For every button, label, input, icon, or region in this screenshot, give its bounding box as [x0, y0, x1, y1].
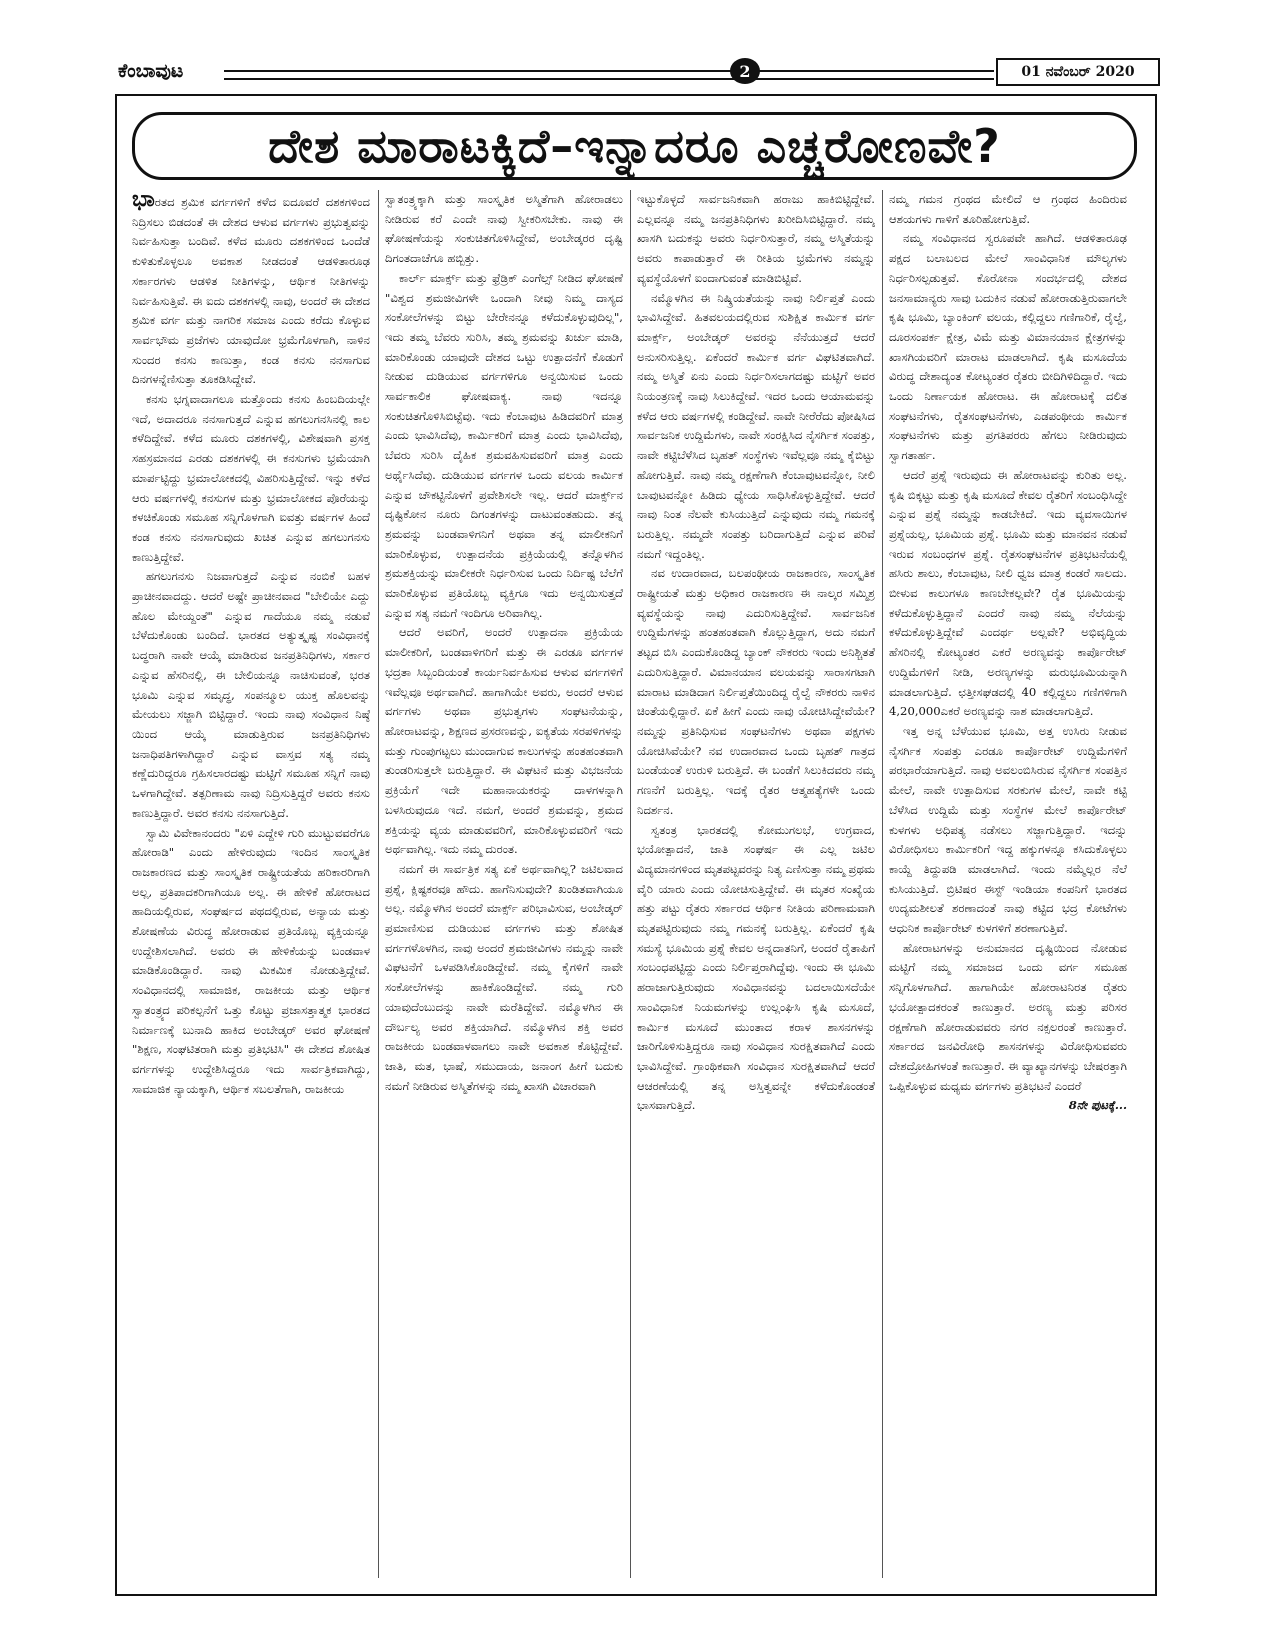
paragraph: ನವ ಉದಾರವಾದ, ಬಲಪಂಥೀಯ ರಾಜಕಾರಣ, ಸಾಂಸ್ಕೃತಿಕ ರಾಷ್ಟ್ರೀಯತೆ ಮತ್ತು ಅಧಿಕಾರ ರಾಜಕಾರಣ ಈ ನಾಲ್ಕರ ಸಮ್ಮಿಶ್ರ ವ್ಯವಸ್ಥೆಯನ್ನು ನಾವು ಎದುರಿಸುತ್ತಿದ್ದೇವೆ. ಸಾರ್ವಜನಿಕ ಉದ್ದಿಮೆಗಳನ್ನು ಹಂತಹಂತವಾಗಿ ಕೊಲ್ಲುತ್ತಿದ್ದಾಗ, ಅದು ನಮಗೆ ತಟ್ಟದ ಬಿಸಿ ಎಂದುಕೊಂಡಿದ್ದ ಬ್ಯಾಂಕ್ ನೌಕರರು ಇಂದು ಅನಿಶ್ಚಿತತೆ ಎದುರಿಸುತ್ತಿದ್ದಾರೆ. ವಿಮಾನಯಾನ ವಲಯವನ್ನು ಸಾರಾಸಗಟಾಗಿ ಮಾರಾಟ ಮಾಡಿದಾಗ ನಿರ್ಲಿಪ್ತತೆಯಿಂದಿದ್ದ ರೈಲ್ವೆ ನೌಕರರು ನಾಳಿನ ಚಿಂತೆಯಲ್ಲಿದ್ದಾರೆ. ಏಕೆ ಹೀಗೆ ಎಂದು ನಾವು ಯೋಚಿಸಿದ್ದೇವೆಯೇ? ನಮ್ಮನ್ನು ಪ್ರತಿನಿಧಿಸುವ ಸಂಘಟನೆಗಳು ಅಥವಾ ಪಕ್ಷಗಳು ಯೋಚಿಸಿವೆಯೇ? ನವ ಉದಾರವಾದ ಒಂದು ಬೃಹತ್ ಗಾತ್ರದ ಬಂಡೆಯಂತೆ ಉರುಳಿ ಬರುತ್ತಿದೆ. ಈ ಬಂಡೆಗೆ ಸಿಲುಕಿದವರು ನಮ್ಮ ಗಣನೆಗೆ ಬರುತ್ತಿಲ್ಲ. ಇದಕ್ಕೆ ರೈತರ ಆತ್ಮಹತ್ಯೆಗಳೇ ಒಂದು ನಿದರ್ಶನ. [637, 566, 875, 817]
paragraph: ಕನಸು ಭಗ್ನವಾದಾಗಲೂ ಮತ್ತೊಂದು ಕನಸು ಹಿಂಬದಿಯಲ್ಲೇ ಇದೆ, ಅದಾದರೂ ನನಸಾಗುತ್ತದೆ ಎನ್ನುವ ಹಗಲುಗನಸಿನಲ್ಲಿ ಕಾಲ ಕಳೆದಿದ್ದೇವೆ. ಕಳೆದ ಮೂರು ದಶಕಗಳಲ್ಲಿ, ವಿಶೇಷವಾಗಿ ಪ್ರಸಕ್ತ ಸಹಸ್ರಮಾನದ ಎರಡು ದಶಕಗಳಲ್ಲಿ ಈ ಕನಸುಗಳು ಭ್ರಮೆಯಾಗಿ ಮಾರ್ಪಟ್ಟಿದ್ದು ಭ್ರಮಾಲೋಕದಲ್ಲಿ ವಿಹರಿಸುತ್ತಿದ್ದೇವೆ. ಇನ್ನು ಕಳೆದ ಆರು ವರ್ಷಗಳಲ್ಲಿ ಕನಸುಗಳ ಮತ್ತು ಭ್ರಮಾಲೋಕದ ಪೊರೆಯನ್ನು ಕಳಚಿಕೊಂಡು ಸಮೂಹ ಸನ್ನಿಗೊಳಗಾಗಿ ಐವತ್ತು ವರ್ಷಗಳ ಹಿಂದೆ ಕಂಡ ಕನಸು ನನಸಾಗುವುದು ಖಚಿತ ಎನ್ನುವ ಹಗಲುಗನಸು ಕಾಣುತ್ತಿದ್ದೇವೆ. [132, 392, 370, 564]
paragraph: ಆದರೆ ಪ್ರಶ್ನೆ ಇರುವುದು ಈ ಹೋರಾಟವನ್ನು ಕುರಿತು ಅಲ್ಲ. ಕೃಷಿ ಬಿಕ್ಕಟ್ಟು ಮತ್ತು ಕೃಷಿ ಮಸೂದೆ ಕೇವಲ ರೈತರಿಗೆ ಸಂಬಂಧಿಸಿದ್ದೇ ಎನ್ನುವ ಪ್ರಶ್ನೆ ನಮ್ಮನ್ನು ಕಾಡಬೇಕಿದೆ. ಇದು ವ್ಯವಸಾಯಿಗಳ ಪ್ರಶ್ನೆಯಲ್ಲ, ಭೂಮಿಯ ಪ್ರಶ್ನೆ. ಭೂಮಿ ಮತ್ತು ಮಾನವನ ನಡುವೆ ಇರುವ ಸಂಬಂಧಗಳ ಪ್ರಶ್ನೆ. ರೈತಸಂಘಟನೆಗಳ ಪ್ರತಿಭಟನೆಯಲ್ಲಿ ಹಸಿರು ಶಾಲು, ಕೆಂಬಾವುಟ, ನೀಲಿ ಧ್ವಜ ಮಾತ್ರ ಕಂಡರೆ ಸಾಲದು. ಬೀಳುವ ಕಾಲುಗಳೂ ಕಾಣಬೇಕಲ್ಲವೇ? ರೈತ ಭೂಮಿಯನ್ನು ಕಳೆದುಕೊಳ್ಳುತ್ತಿದ್ದಾನೆ ಎಂದರೆ ನಾವು ನಮ್ಮ ನೆಲೆಯನ್ನು ಕಳೆದುಕೊಳ್ಳುತ್ತಿದ್ದೇವೆ ಎಂದರ್ಥ ಅಲ್ಲವೇ? ಅಭಿವೃದ್ಧಿಯ ಹೆಸರಿನಲ್ಲಿ ಕೋಟ್ಯಂತರ ಎಕರೆ ಅರಣ್ಯವನ್ನು ಕಾರ್ಪೊರೇಟ್ ಉದ್ದಿಮೆಗಳಿಗೆ ನೀಡಿ, ಅರಣ್ಯಗಳನ್ನು ಮರುಭೂಮಿಯನ್ನಾಗಿ ಮಾಡಲಾಗುತ್ತಿದೆ. ಛತ್ತೀಸಘಡದಲ್ಲಿ 40 ಕಲ್ಲಿದ್ದಲು ಗಣಿಗಳಿಗಾಗಿ 4,20,000ಎಕರೆ ಅರಣ್ಯವನ್ನು ನಾಶ ಮಾಡಲಾಗುತ್ತಿದೆ. [889, 467, 1127, 719]
paragraph: ಸ್ವತಂತ್ರ ಭಾರತದಲ್ಲಿ ಕೋಮುಗಲಭೆ, ಉಗ್ರವಾದ, ಭಯೋತ್ಪಾದನೆ, ಜಾತಿ ಸಂಘರ್ಷ ಈ ಎಲ್ಲ ಜಟಿಲ ವಿದ್ಯಮಾನಗಳಿಂದ ಮೃತಪಟ್ಟವರನ್ನು ನಿತ್ಯ ಎಣಿಸುತ್ತಾ ನಮ್ಮ ಪ್ರಥಮ ವೈರಿ ಯಾರು ಎಂದು ಯೋಚಿಸುತ್ತಿದ್ದೇವೆ. ಈ ಮೃತರ ಸಂಖ್ಯೆಯ ಹತ್ತು ಪಟ್ಟು ರೈತರು ಸರ್ಕಾರದ ಆರ್ಥಿಕ ನೀತಿಯ ಪರಿಣಾಮವಾಗಿ ಮೃತಪಟ್ಟಿರುವುದು ನಮ್ಮ ಗಮನಕ್ಕೆ ಬರುತ್ತಿಲ್ಲ. ಏಕೆಂದರೆ ಕೃಷಿ ಸಮಸ್ಯೆ ಭೂಮಿಯ ಪ್ರಶ್ನೆ ಕೇವಲ ಅನ್ನದಾತನಿಗೆ, ಅಂದರೆ ರೈತಾಪಿಗೆ ಸಂಬಂಧಪಟ್ಟಿದ್ದು ಎಂದು ನಿರ್ಲಿಪ್ತರಾಗಿದ್ದೆವು. ಇಂದು ಈ ಭೂಮಿ ಹರಾಜಾಗುತ್ತಿರುವುದು ಸಂವಿಧಾನವನ್ನು ಬದಲಾಯಿಸದೆಯೇ ಸಾಂವಿಧಾನಿಕ ನಿಯಮಗಳನ್ನು ಉಲ್ಲಂಘಿಸಿ ಕೃಷಿ ಮಸೂದೆ, ಕಾರ್ಮಿಕ ಮಸೂದೆ ಮುಂತಾದ ಕರಾಳ ಶಾಸನಗಳನ್ನು ಜಾರಿಗೊಳಿಸುತ್ತಿದ್ದರೂ ನಾವು ಸಂವಿಧಾನ ಸುರಕ್ಷಿತವಾಗಿದೆ ಎಂದು ಭಾವಿಸಿದ್ದೇವೆ. ಗ್ರಾಂಥಿಕವಾಗಿ ಸಂವಿಧಾನ ಸುರಕ್ಷಿತವಾಗಿದೆ ಆದರೆ ಆಚರಣೆಯಲ್ಲಿ ತನ್ನ ಅಸ್ತಿತ್ವವನ್ನೇ ಕಳೆದುಕೊಂಡಂತೆ ಭಾಸವಾಗುತ್ತಿದೆ. [637, 822, 875, 1113]
paragraph [132, 190, 370, 390]
paragraph: ಹಗಲುಗನಸು ನಿಜವಾಗುತ್ತದೆ ಎನ್ನುವ ನಂಬಿಕೆ ಬಹಳ ಪ್ರಾಚೀನವಾದದ್ದು. ಆದರೆ ಅಷ್ಟೇ ಪ್ರಾಚೀನವಾದ "ಬೇಲಿಯೇ ಎದ್ದು ಹೊಲ ಮೇಯ್ದಂತೆ" ಎನ್ನುವ ಗಾದೆಯೂ ನಮ್ಮ ನಡುವೆ ಬೆಳೆದುಕೊಂಡು ಬಂದಿದೆ. ಭಾರತದ ಅತ್ಯುತ್ಕೃಷ್ಟ ಸಂವಿಧಾನಕ್ಕೆ ಬದ್ಧರಾಗಿ ನಾವೇ ಆಯ್ಕೆ ಮಾಡಿರುವ ಜನಪ್ರತಿನಿಧಿಗಳು, ಸರ್ಕಾರ ಎನ್ನುವ ಹೆಸರಿನಲ್ಲಿ, ಈ ಬೇಲಿಯನ್ನೂ ನಾಚಿಸುವಂತೆ, ಭರತ ಭೂಮಿ ಎನ್ನುವ ಸಮೃದ್ಧ, ಸಂಪನ್ಮೂಲ ಯುಕ್ತ ಹೊಲವನ್ನು ಮೇಯಲು ಸಜ್ಜಾಗಿ ಬಿಟ್ಟಿದ್ದಾರೆ. ಇಂದು ನಾವು ಸಂವಿಧಾನ ನಿಷ್ಠೆ ಯಿಂದ ಆಯ್ಕೆ ಮಾಡುತ್ತಿರುವ ಜನಪ್ರತಿನಿಧಿಗಳು ಜನಾಧಿಪತಿಗಳಾಗಿದ್ದಾರೆ ಎನ್ನುವ ವಾಸ್ತವ ಸತ್ಯ ನಮ್ಮ ಕಣ್ಣೆದುರಿದ್ದರೂ ಗ್ರಹಿಸಲಾರದಷ್ಟು ಮಟ್ಟಿಗೆ ಸಮೂಹ ಸನ್ನಿಗೆ ನಾವು ಒಳಗಾಗಿದ್ದೇವೆ. ತತ್ಪರಿಣಾಮ ನಾವು ನಿದ್ರಿಸುತ್ತಿದ್ದರೆ ಅವರು ಕನಸು ಕಾಣುತ್ತಿದ್ದಾರೆ. ಅವರ ಕನಸು ನನಸಾಗುತ್ತಿದೆ. [132, 569, 370, 820]
drop-cap: ಭಾ [132, 190, 155, 212]
paragraph: ನಮ್ಮೊಳಗಿನ ಈ ನಿಷ್ಕ್ರಿಯತೆಯನ್ನು ನಾವು ನಿರ್ಲಿಪ್ತತೆ ಎಂದು ಭಾವಿಸಿದ್ದೇವೆ. ಹಿತವಲಯದಲ್ಲಿರುವ ಸುಶಿಕ್ಷಿತ ಕಾರ್ಮಿಕ ವರ್ಗ ಮಾರ್ಕ್ಸ್, ಅಂಬೇಡ್ಕರ್ ಅವರನ್ನು ನೆನೆಯುತ್ತದೆ ಆದರೆ ಅನುಸರಿಸುತ್ತಿಲ್ಲ. ಏಕೆಂದರೆ ಕಾರ್ಮಿಕ ವರ್ಗ ವಿಘಟಿತವಾಗಿದೆ. ನಮ್ಮ ಅಸ್ಮಿತೆ ಏನು ಎಂದು ನಿರ್ಧರಿಸಲಾಗದಷ್ಟು ಮಟ್ಟಿಗೆ ಅವರ ನಿಯಂತ್ರಣಕ್ಕೆ ನಾವು ಸಿಲುಕಿದ್ದೇವೆ. ಇದರ ಒಂದು ಆಯಾಮವನ್ನು ಕಳೆದ ಆರು ವರ್ಷಗಳಲ್ಲಿ ಕಂಡಿದ್ದೇವೆ. ನಾವೇ ನೀರೆರೆದು ಪೋಷಿಸಿದ ಸಾರ್ವಜನಿಕ ಉದ್ದಿಮೆಗಳು, ನಾವೇ ಸಂರಕ್ಷಿಸಿದ ನೈಸರ್ಗಿಕ ಸಂಪತ್ತು, ನಾವೇ ಕಟ್ಟಿಬೆಳೆಸಿದ ಬೃಹತ್ ಸಂಸ್ಥೆಗಳು ಇವೆಲ್ಲವೂ ನಮ್ಮ ಕೈಬಿಟ್ಟು ಹೋಗುತ್ತಿವೆ. ನಾವು ನಮ್ಮ ರಕ್ಷಣೆಗಾಗಿ ಕೆಂಬಾವುಟವನ್ನೋ, ನೀಲಿ ಬಾವುಟವನ್ನೋ ಹಿಡಿದು ಧ್ಯೇಯ ಸಾಧಿಸಿಕೊಳ್ಳುತ್ತಿದ್ದೇವೆ. ಆದರೆ ನಾವು ನಿಂತ ನೆಲವೇ ಕುಸಿಯುತ್ತಿದೆ ಎನ್ನುವುದು ನಮ್ಮ ಗಮನಕ್ಕೆ ಬರುತ್ತಿಲ್ಲ. ನಮ್ಮದೇ ಸಂಪತ್ತು ಬರಿದಾಗುತ್ತಿದೆ ಎನ್ನುವ ಪರಿವೆ ನಮಗೆ ಇದ್ದಂತಿಲ್ಲ. [637, 290, 875, 561]
column-2 [378, 190, 623, 1578]
paragraph: ಸ್ವಾತಂತ್ರ್ಯಕ್ಕಾಗಿ ಮತ್ತು ಸಾಂಸ್ಕೃತಿಕ ಅಸ್ಮಿತೆಗಾಗಿ ಹೋರಾಡಲು ನೀಡಿರುವ ಕರೆ ಎಂದೇ ನಾವು ಸ್ವೀಕರಿಸಬೇಕು. ನಾವು ಈ ಘೋಷಣೆಯನ್ನು ಸಂಕುಚಿತಗೊಳಿಸಿದ್ದೇವೆ, ಅಂಬೇಡ್ಕರರ ದೃಷ್ಟಿ ದಿಗಂತದಾಚೆಗೂ ಹಬ್ಬಿತ್ತು. [385, 192, 623, 266]
paragraph: ಇಟ್ಟುಕೊಳ್ಳದೆ ಸಾರ್ವಜನಿಕವಾಗಿ ಹರಾಜು ಹಾಕಿಬಿಟ್ಟಿದ್ದೇವೆ. ಎಲ್ಲವನ್ನೂ ನಮ್ಮ ಜನಪ್ರತಿನಿಧಿಗಳು ಖರೀದಿಸಿಬಿಟ್ಟಿದ್ದಾರೆ. ನಮ್ಮ ಖಾಸಗಿ ಬದುಕನ್ನು ಅವರು ನಿರ್ಧರಿಸುತ್ತಾರೆ, ನಮ್ಮ ಅಸ್ಮಿತೆಯನ್ನು ಅವರು ಕಾಪಾಡುತ್ತಾರೆ ಈ ರೀತಿಯ ಭ್ರಮೆಗಳು ನಮ್ಮನ್ನು ವ್ಯವಸ್ಥೆಯೊಳಗೆ ಐಂದಾಗುವಂತೆ ಮಾಡಿಬಿಟ್ಟಿವೆ. [637, 192, 875, 285]
paragraph: ಇತ್ತ ಅನ್ನ ಬೆಳೆಯುವ ಭೂಮಿ, ಅತ್ತ ಉಸಿರು ನೀಡುವ ನೈಸರ್ಗಿಕ ಸಂಪತ್ತು ಎರಡೂ ಕಾರ್ಪೊರೇಟ್ ಉದ್ದಿಮೆಗಳಿಗೆ ಪರಭಾರೆಯಾಗುತ್ತಿದೆ. ನಾವು ಅವಲಂಬಿಸಿರುವ ನೈಸರ್ಗಿಕ ಸಂಪತ್ತಿನ ಮೇಲೆ, ನಾವೇ ಉತ್ಪಾದಿಸುವ ಸರಕುಗಳ ಮೇಲೆ, ನಾವೇ ಕಟ್ಟಿ ಬೆಳೆಸಿದ ಉದ್ದಿಮೆ ಮತ್ತು ಸಂಸ್ಥೆಗಳ ಮೇಲೆ ಕಾರ್ಪೊರೇಟ್ ಕುಳಗಳು ಅಧಿಪತ್ಯ ನಡೆಸಲು ಸಜ್ಜಾಗುತ್ತಿದ್ದಾರೆ. ಇದನ್ನು ವಿರೋಧಿಸಲು ಕಾರ್ಮಿಕರಿಗೆ ಇದ್ದ ಹಕ್ಕುಗಳನ್ನೂ ಕಸಿದುಕೊಳ್ಳಲು ಕಾಯ್ದೆ ತಿದ್ದುಪಡಿ ಮಾಡಲಾಗಿದೆ. ಇಂದು ನಮ್ಮೆಲ್ಲರ ನೆಲೆ ಕುಸಿಯುತ್ತಿದೆ. ಬ್ರಿಟಿಷರ ಈಸ್ಟ್ ಇಂಡಿಯಾ ಕಂಪನಿಗೆ ಭಾರತದ ಉದ್ಯಮಶೀಲತೆ ಶರಣಾದಂತೆ ನಾವು ಕಟ್ಟಿದ ಭದ್ರ ಕೋಟೆಗಳು ಆಧುನಿಕ ಕಾರ್ಪೊರೇಟ್ ಕುಳಗಳಿಗೆ ಶರಣಾಗುತ್ತಿವೆ. [889, 723, 1127, 936]
column-4 [882, 190, 1127, 1578]
continued-on-page-link[interactable]: 8ನೇ ಪುಟಕ್ಕೆ... [1068, 1098, 1127, 1113]
masthead [118, 58, 1158, 86]
paragraph: ಹೋರಾಟಗಳನ್ನು ಅನುಮಾನದ ದೃಷ್ಟಿಯಿಂದ ನೋಡುವ ಮಟ್ಟಿಗೆ ನಮ್ಮ ಸಮಾಜದ ಒಂದು ವರ್ಗ ಸಮೂಹ ಸನ್ನಿಗೊಳಗಾಗಿದೆ. ಹಾಗಾಗಿಯೇ ಹೋರಾಟನಿರತ ರೈತರು ಭಯೋತ್ಪಾದಕರಂತೆ ಕಾಣುತ್ತಾರೆ. ಅರಣ್ಯ ಮತ್ತು ಪರಿಸರ ರಕ್ಷಣೆಗಾಗಿ ಹೋರಾಡುವವರು ನಗರ ನಕ್ಸಲರಂತೆ ಕಾಣುತ್ತಾರೆ. ಸರ್ಕಾರದ ಜನವಿರೋಧಿ ಶಾಸನಗಳನ್ನು ವಿರೋಧಿಸುವವರು ದೇಶದ್ರೋಹಿಗಳಂತೆ ಕಾಣುತ್ತಾರೆ. ಈ ವ್ಯಾಖ್ಯಾನಗಳನ್ನು ಬೇಷರತ್ತಾಗಿ ಒಪ್ಪಿಕೊಳ್ಳುವ ಮಧ್ಯಮ ವರ್ಗಗಳು ಪ್ರತಿಭಟನೆ ಎಂದರೆ [889, 940, 1127, 1093]
page-number: 2 [730, 58, 760, 84]
masthead-rule [224, 70, 994, 80]
paragraph: ನಮಗೆ ಈ ಸಾರ್ವತ್ರಿಕ ಸತ್ಯ ಏಕೆ ಅರ್ಥವಾಗಿಲ್ಲ? ಜಟಿಲವಾದ ಪ್ರಶ್ನೆ, ಕ್ಲಿಷ್ಟಕರವೂ ಹೌದು. ಹಾಗೆನಿಸುವುದೇ? ಖಂಡಿತವಾಗಿಯೂ ಅಲ್ಲ. ನಮ್ಮೊಳಗಿನ ಅಂದರೆ ಮಾರ್ಕ್ಸ್ ಪರಿಭಾವಿಸುವ, ಅಂಬೇಡ್ಕರ್ ಪ್ರಮಾಣಿಸುವ ದುಡಿಯುವ ವರ್ಗಗಳು ಮತ್ತು ಶೋಷಿತ ವರ್ಗಗಳೊಳಗಿನ, ನಾವು ಅಂದರೆ ಶ್ರಮಜೀವಿಗಳು ನಮ್ಮನ್ನು ನಾವೇ ವಿಘಟನೆಗೆ ಒಳಪಡಿಸಿಕೊಂಡಿದ್ದೇವೆ. ನಮ್ಮ ಕೈಗಳಿಗೆ ನಾವೇ ಸಂಕೋಲೆಗಳನ್ನು ಹಾಕಿಕೊಂಡಿದ್ದೇವೆ. ನಮ್ಮ ಗುರಿ ಯಾವುದೆಂಬುದನ್ನು ನಾವೇ ಮರೆತಿದ್ದೇವೆ. ನಮ್ಮೊಳಗಿನ ಈ ದೌರ್ಬಲ್ಯ ಅವರ ಶಕ್ತಿಯಾಗಿದೆ. ನಮ್ಮೊಳಗಿನ ಶಕ್ತಿ ಅವರ ರಾಜಕೀಯ ಬಂಡವಾಳವಾಗಲು ನಾವೇ ಅವಕಾಶ ಕೊಟ್ಟಿದ್ದೇವೆ. ಜಾತಿ, ಮತ, ಭಾಷೆ, ಸಮುದಾಯ, ಜನಾಂಗ ಹೀಗೆ ಬದುಕು ನಮಗೆ ನೀಡಿರುವ ಅಸ್ಮಿತೆಗಳನ್ನು ನಮ್ಮ ಖಾಸಗಿ ವಿಚಾರವಾಗಿ [385, 861, 623, 1093]
issue-date: 01 ನವೆಂಬರ್ 2020 [996, 58, 1160, 86]
paper-name: ಕೆಂಬಾವುಟ [118, 60, 184, 82]
paragraph: ನಮ್ಮ ಗಮನ ಗ್ರಂಥದ ಮೇಲಿದೆ ಆ ಗ್ರಂಥದ ಹಿಂದಿರುವ ಆಶಯಗಳು ಗಾಳಿಗೆ ತೂರಿಹೋಗುತ್ತಿವೆ. [889, 192, 1127, 226]
column-3 [630, 190, 875, 1578]
article-body [132, 190, 1142, 1578]
paragraph: ನಮ್ಮ ಸಂವಿಧಾನದ ಸ್ವರೂಪವೇ ಹಾಗಿದೆ. ಆಡಳಿತಾರೂಢ ಪಕ್ಷದ ಬಲಾಬಲದ ಮೇಲೆ ಸಾಂವಿಧಾನಿಕ ಮೌಲ್ಯಗಳು ನಿರ್ಧರಿಸಲ್ಪಡುತ್ತವೆ. ಕೊರೋನಾ ಸಂದರ್ಭದಲ್ಲಿ ದೇಶದ ಜನಸಾಮಾನ್ಯರು ಸಾವು ಬದುಕಿನ ನಡುವೆ ಹೋರಾಡುತ್ತಿರುವಾಗಲೇ ಕೃಷಿ ಭೂಮಿ, ಬ್ಯಾಂಕಿಂಗ್ ವಲಯ, ಕಲ್ಲಿದ್ದಲು ಗಣಿಗಾರಿಕೆ, ರೈಲ್ವೆ, ದೂರಸಂಪರ್ಕ ಕ್ಷೇತ್ರ, ವಿಮೆ ಮತ್ತು ವಿಮಾನಯಾನ ಕ್ಷೇತ್ರಗಳನ್ನು ಖಾಸಗಿಯವರಿಗೆ ಮಾರಾಟ ಮಾಡಲಾಗಿದೆ. ಕೃಷಿ ಮಸೂದೆಯ ವಿರುದ್ಧ ದೇಶಾದ್ಯಂತ ಕೋಟ್ಯಂತರ ರೈತರು ಬೀದಿಗಿಳಿದಿದ್ದಾರೆ. ಇದು ಒಂದು ನಿರ್ಣಾಯಕ ಹೋರಾಟ. ಈ ಹೋರಾಟಕ್ಕೆ ದಲಿತ ಸಂಘಟನೆಗಳು, ರೈತಸಂಘಟನೆಗಳು, ಎಡಪಂಥೀಯ ಕಾರ್ಮಿಕ ಸಂಘಟನೆಗಳು ಮತ್ತು ಪ್ರಗತಿಪರರು ಹೆಗಲು ನೀಡಿರುವುದು ಸ್ವಾಗತಾರ್ಹ. [889, 231, 1127, 463]
headline: ದೇಶ ಮಾರಾಟಕ್ಕಿದೆ–ಇನ್ನಾದರೂ ಎಚ್ಚರೋಣವೇ? [268, 119, 1001, 173]
paragraph: ಸ್ವಾಮಿ ವಿವೇಕಾನಂದರು "ಏಳಿ ಎದ್ದೇಳಿ ಗುರಿ ಮುಟ್ಟುವವರೆಗೂ ಹೋರಾಡಿ" ಎಂದು ಹೇಳಿರುವುದು ಇಂದಿನ ಸಾಂಸ್ಕೃತಿಕ ರಾಜಕಾರಣದ ಮತ್ತು ಸಾಂಸ್ಕೃತಿಕ ರಾಷ್ಟ್ರೀಯತೆಯ ಹರಿಕಾರರಿಗಾಗಿ ಅಲ್ಲ, ಪ್ರತಿಪಾದಕರಿಗಾಗಿಯೂ ಅಲ್ಲ. ಈ ಹೇಳಿಕೆ ಹೋರಾಟದ ಹಾದಿಯಲ್ಲಿರುವ, ಸಂಘರ್ಷದ ಪಥದಲ್ಲಿರುವ, ಅನ್ಯಾಯ ಮತ್ತು ಶೋಷಣೆಯ ವಿರುದ್ಧ ಹೋರಾಡುವ ಪ್ರತಿಯೊಬ್ಬ ವ್ಯಕ್ತಿಯನ್ನೂ ಉದ್ದೇಶಿಸಲಾಗಿದೆ. ಅವರು ಈ ಹೇಳಿಕೆಯನ್ನು ಬಂಡವಾಳ ಮಾಡಿಕೊಂಡಿದ್ದಾರೆ. ನಾವು ಮಿಕಮಿಕ ನೋಡುತ್ತಿದ್ದೇವೆ. ಸಂವಿಧಾನದಲ್ಲಿ ಸಾಮಾಜಿಕ, ರಾಜಕೀಯ ಮತ್ತು ಆರ್ಥಿಕ ಸ್ವಾತಂತ್ರ್ಯದ ಪರಿಕಲ್ಪನೆಗೆ ಒತ್ತು ಕೊಟ್ಟು ಪ್ರಜಾಸತ್ತಾತ್ಮಕ ಭಾರತದ ನಿರ್ಮಾಣಕ್ಕೆ ಬುನಾದಿ ಹಾಕಿದ ಅಂಬೇಡ್ಕರ್ ಅವರ ಘೋಷಣೆ "ಶಿಕ್ಷಣ, ಸಂಘಟಿತರಾಗಿ ಮತ್ತು ಪ್ರತಿಭಟಿಸಿ" ಈ ದೇಶದ ಶೋಷಿತ ವರ್ಗಗಳನ್ನು ಉದ್ದೇಶಿಸಿದ್ದರೂ ಇದು ಸಾರ್ವತ್ರಿಕವಾಗಿದ್ದು, ಸಾಮಾಜಿಕ ನ್ಯಾಯಕ್ಕಾಗಿ, ಆರ್ಥಿಕ ಸಬಲತೆಗಾಗಿ, ರಾಜಕೀಯ [132, 825, 370, 1096]
headline-banner [132, 112, 1137, 180]
column-1 [132, 190, 370, 1578]
paragraph: ಆದರೆ ಅವರಿಗೆ, ಅಂದರೆ ಉತ್ಪಾದನಾ ಪ್ರಕ್ರಿಯೆಯ ಮಾಲೀಕರಿಗೆ, ಬಂಡವಾಳಿಗರಿಗೆ ಮತ್ತು ಈ ಎರಡೂ ವರ್ಗಗಳ ಭದ್ರತಾ ಸಿಬ್ಬಂದಿಯಂತೆ ಕಾರ್ಯನಿರ್ವಹಿಸುವ ಆಳುವ ವರ್ಗಗಳಿಗೆ ಇವೆಲ್ಲವೂ ಅರ್ಥವಾಗಿದೆ. ಹಾಗಾಗಿಯೇ ಅವರು, ಅಂದರೆ ಆಳುವ ವರ್ಗಗಳು ಅಥವಾ ಪ್ರಭುತ್ವಗಳು ಸಂಘಟನೆಯನ್ನು, ಹೋರಾಟವನ್ನು, ಶಿಕ್ಷಣದ ಪ್ರಸರಣವನ್ನು, ಐಕ್ಯತೆಯ ಸರಪಳಿಗಳನ್ನು ಮತ್ತು ಗುಂಪುಗಟ್ಟಲು ಮುಂದಾಗುವ ಕಾಲುಗಳನ್ನು ಹಂತಹಂತವಾಗಿ ತುಂಡರಿಸುತ್ತಲೇ ಬರುತ್ತಿದ್ದಾರೆ. ಈ ವಿಘಟನೆ ಮತ್ತು ವಿಭಜನೆಯ ಪ್ರಕ್ರಿಯೆಗೆ ಇದೇ ಮಹಾನಾಯಕರನ್ನು ದಾಳಗಳನ್ನಾಗಿ ಬಳಸಿರುವುದೂ ಇದೆ. ನಮಗೆ, ಅಂದರೆ ಶ್ರಮವನ್ನು, ಶ್ರಮದ ಶಕ್ತಿಯನ್ನು ವ್ಯಯ ಮಾಡುವವರಿಗೆ, ಮಾರಿಕೊಳ್ಳುವವರಿಗೆ ಇದು ಅರ್ಥವಾಗಿಲ್ಲ. ಇದು ನಮ್ಮ ದುರಂತ. [385, 625, 623, 857]
paragraph-text: ರತದ ಶ್ರಮಿಕ ವರ್ಗಗಳಿಗೆ ಕಳೆದ ಐದೂವರೆ ದಶಕಗಳಿಂದ ನಿದ್ರಿಸಲು ಬಿಡದಂತೆ ಈ ದೇಶದ ಆಳುವ ವರ್ಗಗಳು ಪ್ರಭುತ್ವವನ್ನು ನಿರ್ವಹಿಸುತ್ತಾ ಬಂದಿವೆ. ಕಳೆದ ಮೂರು ದಶಕಗಳಿಂದ ಒಂದೆಡೆ ಕುಳಿತುಕೊಳ್ಳಲೂ ಅವಕಾಶ ನೀಡದಂತೆ ಆಡಳಿತಾರೂಢ ಸರ್ಕಾರಗಳು ಆಡಳಿತ ನೀತಿಗಳನ್ನು, ಆರ್ಥಿಕ ನೀತಿಗಳನ್ನು ನಿರ್ವಹಿಸುತ್ತಿವೆ. ಈ ಐದು ದಶಕಗಳಲ್ಲಿ ನಾವು, ಅಂದರೆ ಈ ದೇಶದ ಶ್ರಮಿಕ ವರ್ಗ ಮತ್ತು ನಾಗರಿಕ ಸಮಾಜ ಎಂದು ಕರೆದು ಕೊಳ್ಳುವ ಸಾರ್ವಭೌಮ ಪ್ರಜೆಗಳು ಯಾವುದೋ ಭ್ರಮೆಗೊಳಗಾಗಿ, ನಾಳಿನ ಸುಂದರ ಕನಸು ಕಾಣುತ್ತಾ, ಕಂಡ ಕನಸು ನನಸಾಗುವ ದಿನಗಳನ್ನೆಣಿಸುತ್ತಾ ತೂಕಡಿಸಿದ್ದೇವೆ. [132, 195, 370, 387]
paragraph: ಕಾರ್ಲ್ ಮಾರ್ಕ್ಸ್ ಮತ್ತು ಫ್ರೆಡ್ರಿಕ್ ಎಂಗೆಲ್ಸ್ ನೀಡಿದ ಘೋಷಣೆ "ವಿಶ್ವದ ಶ್ರಮಜೀವಿಗಳೇ ಒಂದಾಗಿ ನೀವು ನಿಮ್ಮ ದಾಸ್ಯದ ಸಂಕೋಲೆಗಳನ್ನು ಬಿಟ್ಟು ಬೇರೇನನ್ನೂ ಕಳೆದುಕೊಳ್ಳುವುದಿಲ್ಲ", ಇದು ತಮ್ಮ ಬೆವರು ಸುರಿಸಿ, ತಮ್ಮ ಶ್ರಮವನ್ನು ಖರ್ಚು ಮಾಡಿ, ಮಾರಿಕೊಂಡು ಯಾವುದೇ ದೇಶದ ಒಟ್ಟು ಉತ್ಪಾದನೆಗೆ ಕೊಡುಗೆ ನೀಡುವ ದುಡಿಯುವ ವರ್ಗಗಳಿಗೂ ಅನ್ವಯಿಸುವ ಒಂದು ಸಾರ್ವಕಾಲಿಕ ಘೋಷವಾಕ್ಯ. ನಾವು ಇದನ್ನೂ ಸಂಕುಚಿತಗೊಳಿಸಿಬಿಟ್ಟೆವು. ಇದು ಕೆಂಬಾವುಟ ಹಿಡಿದವರಿಗೆ ಮಾತ್ರ ಎಂದು ಭಾವಿಸಿದೆವು, ಕಾರ್ಮಿಕರಿಗೆ ಮಾತ್ರ ಎಂದು ಭಾವಿಸಿದೆವು, ಬೆವರು ಸುರಿಸಿ ದೈಹಿಕ ಶ್ರಮವಹಿಸುವವರಿಗೆ ಮಾತ್ರ ಎಂದು ಅರ್ಥೈಸಿದೆವು. ದುಡಿಯುವ ವರ್ಗಗಳ ಒಂದು ವಲಯ ಕಾರ್ಮಿಕ ಎನ್ನುವ ಚೌಕಟ್ಟಿನೊಳಗೆ ಪ್ರವೇಶಿಸಲೇ ಇಲ್ಲ. ಆದರೆ ಮಾರ್ಕ್ಸ್‌ನ ದೃಷ್ಟಿಕೋನ ನೂರು ದಿಗಂತಗಳನ್ನು ದಾಟುವಂತಹುದು. ತನ್ನ ಶ್ರಮವನ್ನು ಬಂಡವಾಳಿಗನಿಗೆ ಅಥವಾ ತನ್ನ ಮಾಲೀಕನಿಗೆ ಮಾರಿಕೊಳ್ಳುವ, ಉತ್ಪಾದನೆಯ ಪ್ರಕ್ರಿಯೆಯಲ್ಲಿ ತನ್ನೊಳಗಿನ ಶ್ರಮಶಕ್ತಿಯನ್ನು ಮಾಲೀಕರೇ ನಿರ್ಧರಿಸುವ ಒಂದು ನಿರ್ದಿಷ್ಟ ಬೆಲೆಗೆ ಮಾರಿಕೊಳ್ಳುವ ಪ್ರತಿಯೊಬ್ಬ ವ್ಯಕ್ತಿಗೂ ಇದು ಅನ್ವಯಿಸುತ್ತದೆ ಎನ್ನುವ ಸತ್ಯ ನಮಗೆ ಇಂದಿಗೂ ಅರಿವಾಗಿಲ್ಲ. [385, 270, 623, 620]
